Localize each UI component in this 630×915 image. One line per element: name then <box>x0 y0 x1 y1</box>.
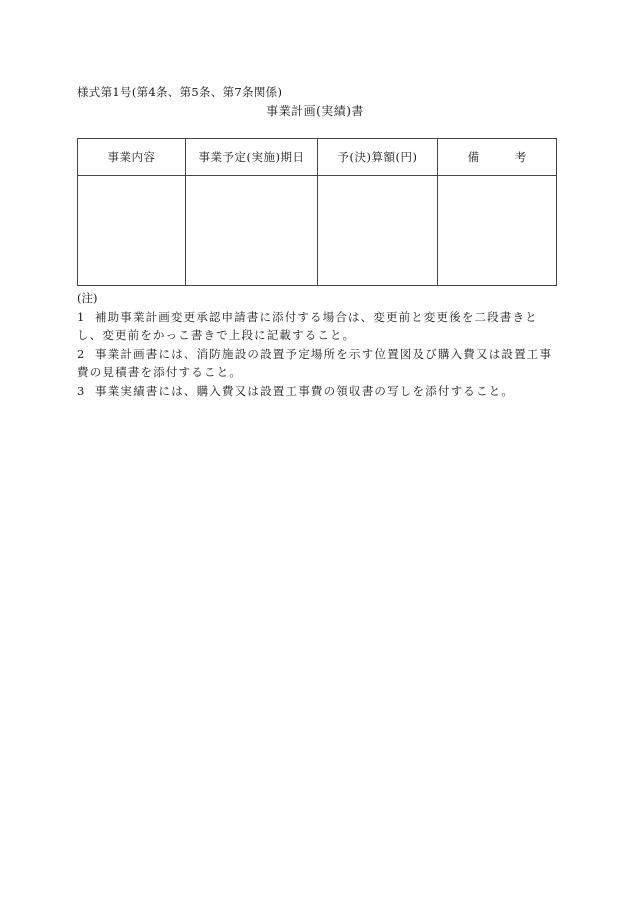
table-header-row <box>78 139 557 176</box>
notes-heading: (注) <box>77 291 98 305</box>
cell-scheduled-date <box>186 176 318 286</box>
note-number: 3 <box>77 383 85 398</box>
note-item <box>77 308 557 345</box>
table-row <box>78 176 557 286</box>
note-item <box>77 382 557 401</box>
note-item <box>77 345 557 382</box>
notes-section <box>77 289 557 400</box>
note-number: 2 <box>77 346 85 361</box>
plan-table <box>77 138 557 286</box>
form-reference: 様式第1号(第4条、第5条、第7条関係) <box>77 85 283 99</box>
note-number: 1 <box>77 309 85 324</box>
cell-budget-amount <box>318 176 438 286</box>
header-scheduled-date-text: 事業予定(実施)期日 <box>198 149 305 164</box>
header-project-content: 事業内容 <box>78 139 186 176</box>
header-scheduled-date <box>186 139 318 176</box>
cell-project-content <box>78 176 186 286</box>
header-remarks <box>438 139 557 176</box>
note-text: 事業実績書には、購入費又は設置工事費の領収書の写しを添付すること。 <box>95 383 515 398</box>
header-budget-amount: 予(決)算額(円) <box>318 139 438 176</box>
note-text: 事業計画書には、消防施設の設置予定場所を示す位置図及び購入費又は設置工事費の見積書を添付すること。 <box>77 346 553 379</box>
note-text: 補助事業計画変更承認申請書に添付する場合は、変更前と変更後を二段書きとし、変更前をかっこ書きで上段に記載すること。 <box>77 309 538 342</box>
header-remarks-text: 備 考 <box>467 149 539 164</box>
document-title: 事業計画(実績)書 <box>266 104 364 118</box>
cell-remarks <box>438 176 557 286</box>
